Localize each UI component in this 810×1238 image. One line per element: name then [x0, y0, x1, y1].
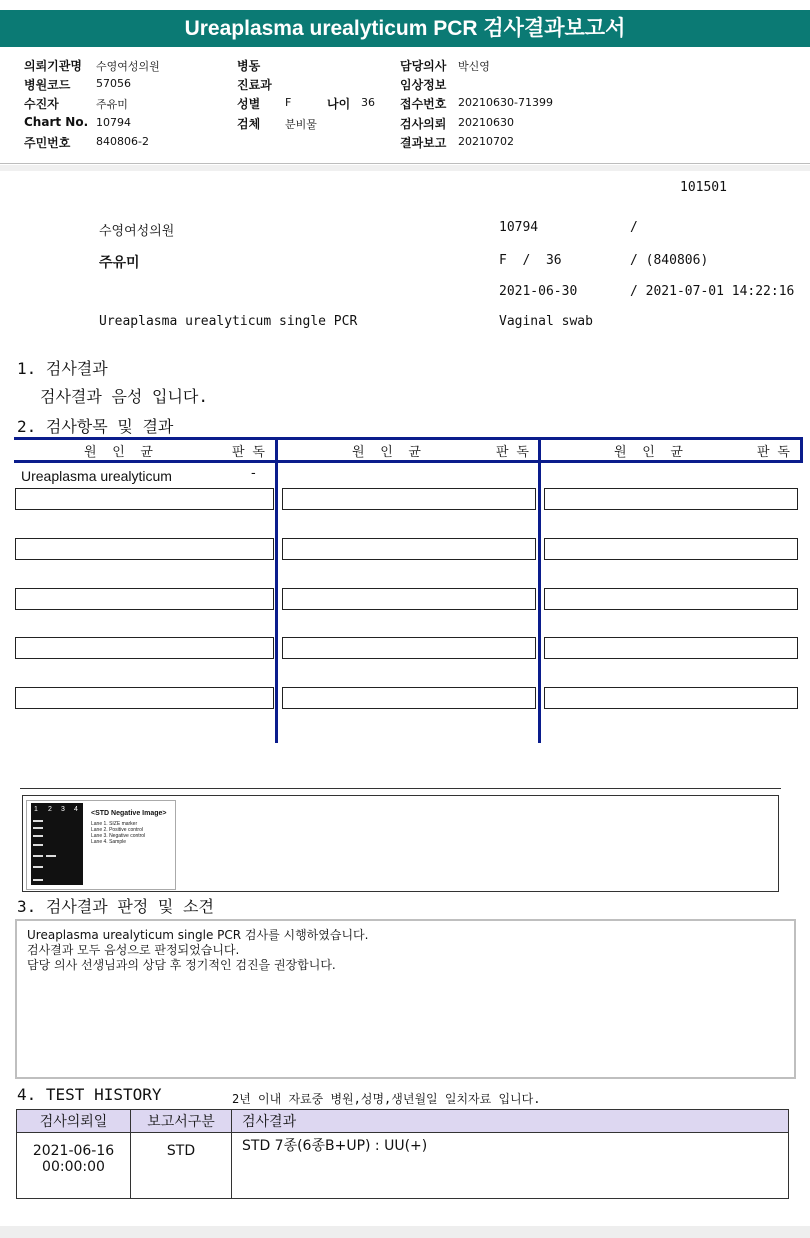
result-cell	[544, 488, 798, 510]
result-cell	[282, 538, 536, 560]
report-code: 101501	[680, 180, 727, 195]
pathogen-result: -	[251, 466, 256, 481]
result-cell	[282, 588, 536, 610]
header-value: F	[285, 96, 292, 109]
info-birth: / (840806)	[630, 253, 709, 268]
info-patient: 주유미	[99, 255, 140, 271]
header-label: 병동	[237, 59, 261, 73]
header-value: 840806-2	[96, 135, 149, 148]
result-cell	[544, 687, 798, 709]
col-header-pathogen: 원 인 균	[84, 445, 153, 460]
grid-divider-3	[800, 437, 803, 463]
result-cell	[282, 488, 536, 510]
header-value: 박신영	[458, 60, 490, 73]
gel-band	[33, 827, 43, 829]
result-cell	[544, 588, 798, 610]
col-header-judgement: 판 독	[232, 445, 265, 460]
header-value: 분비물	[285, 118, 317, 131]
gel-caption-line: Lane 3. Negative control	[91, 833, 146, 839]
gel-caption	[91, 810, 166, 845]
gel-image	[31, 803, 83, 885]
opinion-box	[15, 919, 796, 1079]
info-test-name: Ureaplasma urealyticum single PCR	[99, 314, 358, 329]
grid-divider-2	[538, 437, 541, 743]
gel-band	[46, 855, 56, 857]
col-header-judgement: 판 독	[757, 445, 790, 460]
result-cell	[282, 687, 536, 709]
header-value: 57056	[96, 77, 131, 90]
result-cell	[15, 637, 274, 659]
gel-caption-line: Lane 1. SIZE marker	[91, 821, 138, 827]
section1-title: 1. 검사결과	[17, 359, 108, 378]
col-header-pathogen: 원 인 균	[352, 445, 421, 460]
header-value: 20210630-71399	[458, 96, 553, 109]
opinion-line: Ureaplasma urealyticum single PCR 검사를 시행하였습니다.	[27, 928, 369, 942]
header-label: Chart No.	[24, 115, 89, 129]
pathogen-name: Ureaplasma urealyticum	[21, 468, 172, 484]
gel-lane-label: 1	[34, 806, 38, 813]
header-value: 20210630	[458, 116, 514, 129]
opinion-line: 담당 의사 선생님과의 상담 후 정기적인 검진을 권장합니다.	[27, 958, 336, 972]
header-value: 20210702	[458, 135, 514, 148]
opinion-line: 검사결과 모두 음성으로 판정되었습니다.	[27, 943, 240, 957]
history-row	[17, 1133, 789, 1199]
history-date-day: 2021-06-16	[32, 1143, 115, 1159]
header-shadow	[0, 165, 810, 171]
gel-caption-title: <STD Negative Image>	[91, 810, 167, 817]
gel-lane-label: 4	[74, 806, 78, 813]
header-value: 10794	[96, 116, 131, 129]
gel-caption-line: Lane 2. Positive control	[91, 827, 143, 833]
history-header-row	[17, 1110, 789, 1133]
gel-caption-line: Lane 4. Sample	[91, 839, 127, 845]
history-date-time: 00:00:00	[42, 1159, 105, 1175]
gel-area-top-line	[20, 788, 781, 789]
header-label: 접수번호	[400, 97, 447, 111]
result-cell	[15, 588, 274, 610]
col-header-judgement: 판 독	[496, 445, 529, 460]
history-note: 2년 이내 자료중 병원,성명,생년월일 일치자료 입니다.	[232, 1092, 541, 1106]
header-label: 의뢰기관명	[24, 59, 82, 73]
history-col-header: 보고서구분	[131, 1110, 232, 1133]
header-value: 주유미	[96, 98, 128, 111]
header-value: 36	[361, 96, 375, 109]
result-cell	[15, 538, 274, 560]
header-label: 나이	[327, 97, 351, 111]
col-header-pathogen: 원 인 균	[614, 445, 683, 460]
history-col-header: 검사결과	[232, 1110, 789, 1133]
gel-band	[33, 820, 43, 822]
header-label: 병원코드	[24, 78, 71, 92]
result-cell	[15, 488, 274, 510]
header-label: 주민번호	[24, 136, 71, 150]
header-label: 결과보고	[400, 136, 447, 150]
info-chart-slash: /	[630, 220, 638, 235]
history-col-header: 검사의뢰일	[17, 1110, 131, 1133]
result-cell	[544, 637, 798, 659]
gel-band	[33, 879, 43, 881]
header-label: 진료과	[237, 78, 272, 92]
info-hospital: 수영여성의원	[99, 224, 175, 239]
section2-title: 2. 검사항목 및 결과	[17, 417, 174, 436]
result-cell	[282, 637, 536, 659]
header-label: 성별	[237, 97, 261, 111]
grid-divider-1	[275, 437, 278, 743]
gel-lane-label: 2	[48, 806, 52, 813]
gel-band	[33, 835, 43, 837]
gel-band	[33, 855, 43, 857]
history-table	[16, 1109, 789, 1199]
header-label: 수진자	[24, 97, 59, 111]
info-sex-age: F / 36	[499, 253, 562, 268]
history-result: STD 7종(6종B+UP) : UU(+)	[232, 1133, 789, 1199]
header-label: 검사의뢰	[400, 117, 447, 131]
grid-header-line	[14, 460, 803, 463]
section3-title: 3. 검사결과 판정 및 소견	[17, 897, 214, 916]
history-type: STD	[131, 1133, 232, 1199]
info-specimen: Vaginal swab	[499, 314, 593, 329]
gel-band	[33, 844, 43, 846]
header-label: 담당의사	[400, 59, 447, 73]
history-date	[17, 1133, 131, 1199]
section4-title: 4. TEST HISTORY	[17, 1085, 162, 1104]
header-value: 수영여성의원	[96, 60, 160, 73]
report-title: Ureaplasma urealyticum PCR 검사결과보고서	[0, 10, 810, 47]
header-divider	[0, 163, 810, 164]
header-label: 검체	[237, 117, 261, 131]
footer-bar	[0, 1226, 810, 1238]
info-date-request: 2021-06-30	[499, 284, 578, 299]
result-cell	[544, 538, 798, 560]
section1-result: 검사결과 음성 입니다.	[40, 387, 209, 406]
info-date-report: / 2021-07-01 14:22:16	[630, 284, 795, 299]
result-cell	[15, 687, 274, 709]
header-label: 임상정보	[400, 78, 447, 92]
grid-top-line	[14, 437, 803, 440]
gel-band	[33, 866, 43, 868]
info-chart: 10794	[499, 220, 539, 235]
gel-lane-label: 3	[61, 806, 65, 813]
